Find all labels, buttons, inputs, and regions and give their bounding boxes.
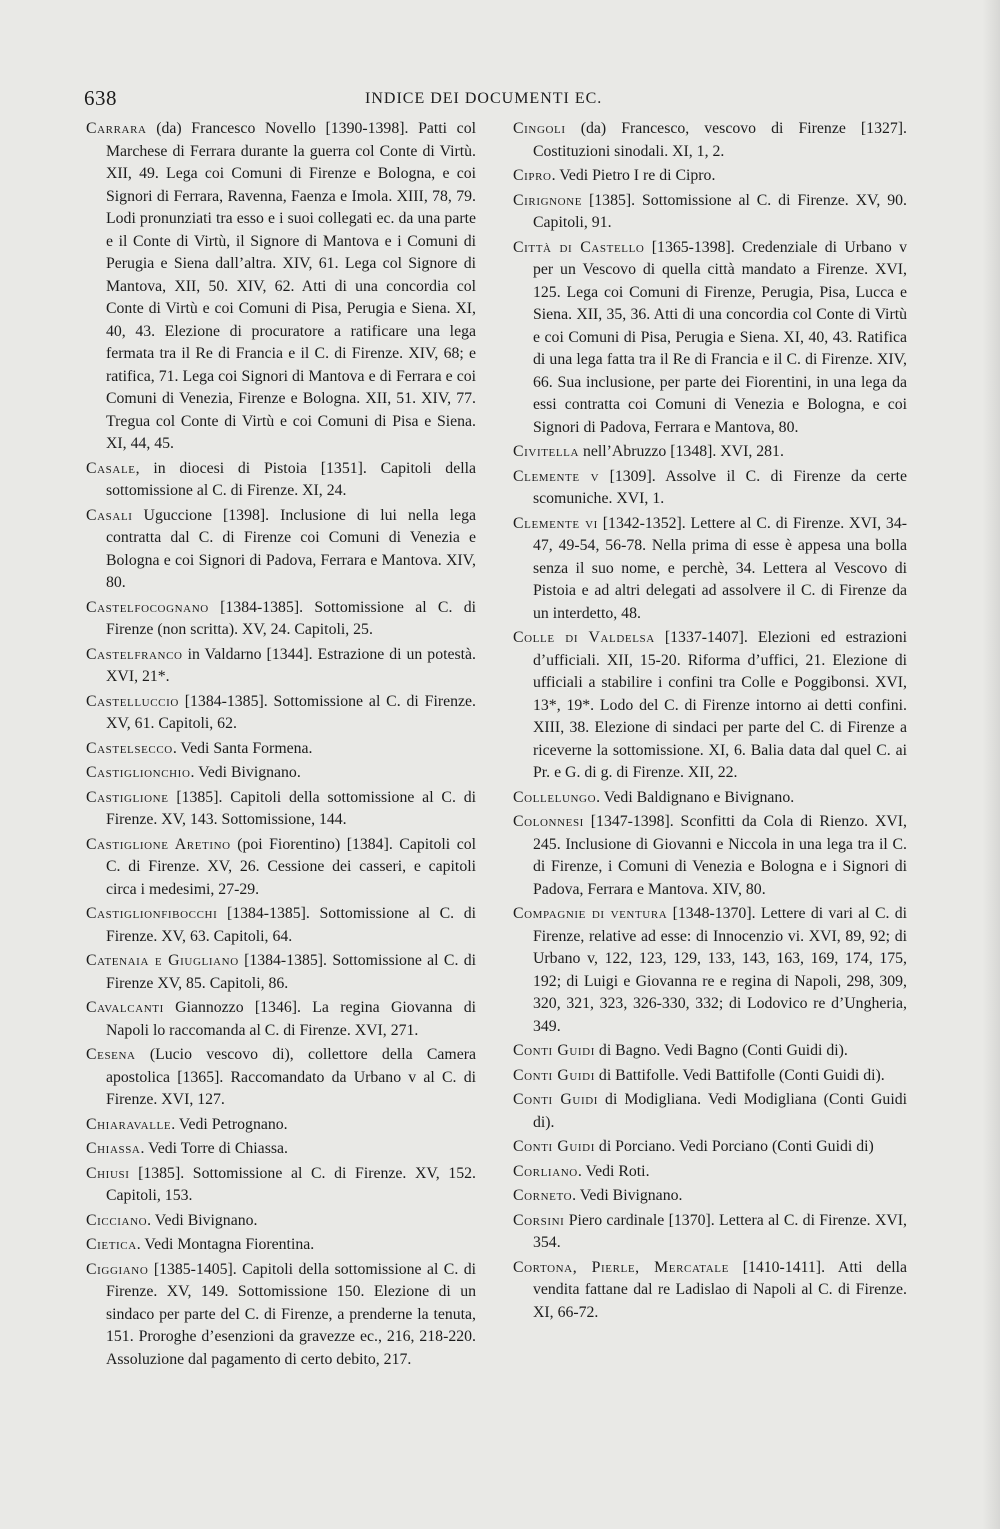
entry-body: nell’Abruzzo [1348]. XVI, 281. — [579, 443, 784, 460]
entry-heading: Ciggiano — [86, 1260, 149, 1278]
entry-body: [1365-1398]. Credenziale di Urbano v per un Vescovo di quella città mandato a Firenze. XVI, 125. Lega coi Comuni di Firenze, Perugia, Pisa, Lucca e Siena. XII, 35, 36. Atti di una concordia col Conte di Virtù e coi Comuni di Pisa, Perugia e Siena. XI, 40, 43. Ratifica di una lega fatta tra il Re di Francia e il C. di Firenze. XIV, 66. Sua inclusione, per parte dei Fiorentini, in una lega da essi contratta coi Comuni di Venezia e Bologna, e coi Signori di Padova, Ferrara e Mantova, 80. — [533, 238, 907, 436]
entry-body: (da) Francesco Novello [1390-1398]. Patti col Marchese di Ferrara durante la guerra col Conte di Virtù. XII, 49. Lega coi Comuni di Firenze e Bologna, e coi Signori di Ferrara, Ravenna, Faenza e Imola. XIII, 78, 79. Lodi pronunziati tra esso e i suoi collegati ec. da una parte e il Conte di Virtù, il Signore di Mantova e i Comuni di Perugia e Siena dall’altra. XIV, 61. Lega col Signore di Mantova, XII, 50. XIV, 62. Atti di una concordia col Conte di Virtù e coi Comuni di Pisa, Perugia e Siena. XI, 40, 43. Elezione di procuratore a ratificare una lega fermata tra il Re di Francia e il C. di Firenze. XIV, 68; e ratifica, 71. Lega coi Signori di Mantova e di Ferrara e coi Comuni di Venezia, Firenze e Bologna. XII, 51. XIV, 77. Tregua col Conte di Virtù e coi Comuni di Pisa e Siena. XI, 44, 45. — [106, 120, 476, 452]
index-entry — [513, 1136, 907, 1159]
index-entry — [86, 787, 476, 832]
index-entry — [513, 903, 907, 1038]
entry-heading: Cicciano — [86, 1211, 148, 1229]
index-entry — [513, 1161, 907, 1184]
page-fold-shadow — [982, 0, 1000, 1529]
page-number: 638 — [84, 86, 117, 110]
entry-body: (Lucio vescovo di), collettore della Camera apostolica [1365]. Raccomandato da Urbano v al C. di Firenze. XVI, 127. — [106, 1046, 476, 1108]
entry-body: [1337-1407]. Elezioni ed estrazioni d’ufficiali. XII, 15-20. Riforma d’uffici, 21. Elezione di ufficiali a stabilire i confini tra Colle e Poggibonsi. XVI, 13*, 19*. Lodo del C. di Firenze intorno ai detti confini. XIII, 38. Elezione di sindaci per parte del C. di Firenze a riceverne la sottomissione. XI, 6. Balia data dal quel C. ai Pr. e G. di g. di Firenze. XII, 22. — [533, 629, 907, 781]
entry-body: in Valdarno [1344]. Estrazione di un potestà. XVI, 21*. — [106, 645, 476, 685]
index-entry — [86, 1210, 476, 1233]
index-entry — [513, 466, 907, 511]
entry-body: di Porciano. Vedi Porciano (Conti Guidi di) — [594, 1138, 874, 1155]
index-entry — [86, 1044, 476, 1112]
entry-body: . Vedi Roti. — [577, 1162, 650, 1180]
entry-heading: Cietica — [86, 1236, 137, 1253]
entry-body: [1384-1385]. Sottomissione al C. di Firenze. XV, 63. Capitoli, 64. — [106, 905, 476, 945]
entry-body: [1384-1385]. Sottomissione al C. di Firenze. XV, 61. Capitoli, 62. — [106, 692, 476, 732]
entry-heading: Conti Guidi — [513, 1042, 595, 1059]
entry-heading: Chiassa — [86, 1140, 141, 1157]
entry-heading: Catenaia e Giugliano — [86, 952, 239, 969]
index-entry — [86, 950, 476, 995]
index-entry — [86, 1114, 476, 1137]
entry-heading: Conti Guidi — [513, 1066, 595, 1084]
entry-body: [1410-1411]. Atti della vendita fattane dal re Ladislao di Napoli al C. di Firenze. XI, 66-72. — [533, 1258, 907, 1321]
entry-body: Uguccione [1398]. Inclusione di lui nella lega contratta dal C. di Firenze coi Comuni di Venezia e Bologna e coi Signori di Padova, Ferrara e Mantova. XIV, 80. — [106, 506, 476, 591]
entry-heading: Cingoli — [513, 120, 566, 137]
index-entry — [513, 1040, 907, 1063]
entry-body: [1385-1405]. Capitoli della sottomissione al C. di Firenze. XV, 149. Sottomissione 150. Elezione di un sindaco per parte del C. di Firenze, a prenderne la tenuta, 151. Proroghe d’esenzioni da gravezze ec., 216, 218-220. Assoluzione dal pagamento di certo debito, 217. — [106, 1260, 476, 1368]
entry-body: Piero cardinale [1370]. Lettera al C. di Firenze. XVI, 354. — [533, 1211, 907, 1251]
entry-body: [1385]. Sottomissione al C. di Firenze. XV, 90. Capitoli, 91. — [533, 191, 907, 231]
index-entry — [86, 644, 476, 689]
index-entry — [86, 997, 476, 1042]
index-entry — [513, 811, 907, 901]
entry-heading: Corsini — [513, 1211, 565, 1229]
entry-heading: Compagnie di ventura — [513, 905, 668, 922]
entry-body: . Vedi Santa Formena. — [172, 739, 313, 757]
index-entry — [513, 190, 907, 235]
index-entry — [86, 834, 476, 902]
entry-heading: Clemente v — [513, 467, 600, 485]
entry-heading: Castelfranco — [86, 645, 183, 663]
index-entry — [86, 1163, 476, 1208]
entry-body: . Vedi Torre di Chiassa. — [140, 1140, 288, 1157]
entry-heading: Castiglionfibocchi — [86, 905, 218, 922]
index-entry — [86, 458, 476, 503]
entry-body: . Vedi Petrognano. — [171, 1115, 288, 1133]
left-column — [86, 118, 476, 1373]
entry-body: . Vedi Montagna Fiorentina. — [136, 1236, 315, 1253]
entry-body: . Vedi Bivignano. — [572, 1187, 683, 1204]
entry-heading: Cavalcanti — [86, 999, 164, 1016]
index-entry — [513, 441, 907, 464]
index-entry — [513, 1089, 907, 1134]
entry-body: Giannozzo [1346]. La regina Giovanna di Napoli lo raccomanda al C. di Firenze. XVI, 271. — [106, 999, 476, 1039]
index-entry — [86, 597, 476, 642]
index-entry — [86, 903, 476, 948]
entry-heading: Chiusi — [86, 1164, 130, 1182]
entry-heading: Corneto — [513, 1187, 573, 1204]
index-entry — [86, 118, 476, 456]
index-entry — [86, 762, 476, 785]
entry-heading: Città di Castello — [513, 238, 645, 256]
index-entry — [86, 1259, 476, 1372]
index-entry — [513, 1065, 907, 1088]
right-column — [513, 118, 907, 1326]
entry-heading: Cirignone — [513, 191, 583, 209]
entry-body: [1348-1370]. Lettere di vari al C. di Firenze, relative ad esse: di Innocenzio vi. XVI, 89, 92; di Urbano v, 122, 123, 129, 133, 143, 163, 169, 174, 175, 192; di Luigi e Giovanna re e regina di Napoli, 298, 309, 320, 321, 323, 326-330, 332; di Lodovico re d’Ungheria, 349. — [533, 905, 908, 1035]
index-entry — [86, 1234, 476, 1257]
entry-heading: Conti Guidi — [513, 1138, 595, 1155]
index-entry — [513, 627, 907, 785]
entry-heading: Cipro — [513, 167, 552, 184]
entry-body: [1347-1398]. Sconfitti da Cola di Rienzo. XVI, 245. Inclusione di Giovanni e Niccola in una lega tra il C. di Firenze, i Comuni di Venezia e Bologna e i Signori di Padova, Ferrara e Mantova. XIV, 80. — [533, 813, 907, 898]
entry-heading: Chiaravalle — [86, 1115, 172, 1133]
entry-heading: Castiglione Aretino — [86, 835, 231, 853]
entry-body: [1385]. Capitoli della sottomissione al C. di Firenze. XV, 143. Sottomissione, 144. — [106, 788, 476, 828]
entry-heading: Colle di Valdelsa — [513, 629, 655, 646]
entry-heading: Castelsecco — [86, 739, 173, 757]
entry-heading: Conti Guidi — [513, 1091, 599, 1108]
entry-heading: Casali — [86, 506, 133, 524]
entry-heading: Cesena — [86, 1046, 136, 1063]
entry-heading: Collelungo — [513, 788, 597, 806]
entry-body: (da) Francesco, vescovo di Firenze [1327]. Costituzioni sinodali. XI, 1, 2. — [533, 120, 907, 160]
entry-body: [1385]. Sottomissione al C. di Firenze. XV, 152. Capitoli, 153. — [106, 1164, 476, 1204]
entry-heading: Corliano — [513, 1162, 578, 1180]
index-entry — [513, 1210, 907, 1255]
entry-heading: Clemente vi — [513, 514, 598, 532]
index-entry — [513, 237, 907, 440]
entry-body: . Vedi Bivignano. — [190, 764, 301, 781]
index-entry — [513, 1185, 907, 1208]
running-head: INDICE DEI DOCUMENTI EC. — [365, 90, 603, 107]
index-entry — [86, 1138, 476, 1161]
index-entry — [513, 513, 907, 626]
index-entry — [513, 787, 907, 810]
entry-body: di Battifolle. Vedi Battifolle (Conti Guidi di). — [594, 1066, 885, 1084]
entry-heading: Cortona, Pierle, Mercatale — [513, 1258, 729, 1276]
index-entry — [86, 691, 476, 736]
entry-heading: Casale — [86, 459, 136, 477]
entry-heading: Castiglionchio — [86, 764, 191, 781]
index-entry — [86, 738, 476, 761]
entry-body: [1384-1385]. Sottomissione al C. di Firenze (non scritta). XV, 24. Capitoli, 25. — [106, 598, 476, 638]
entry-heading: Civitella — [513, 443, 580, 460]
entry-body: . Vedi Pietro I re di Cipro. — [551, 167, 716, 184]
entry-body: di Bagno. Vedi Bagno (Conti Guidi di). — [594, 1042, 848, 1059]
entry-body: [1384-1385]. Sottomissione al C. di Firenze XV, 85. Capitoli, 86. — [106, 952, 477, 992]
entry-heading: Colonnesi — [513, 813, 584, 830]
entry-body: . Vedi Bivignano. — [147, 1211, 258, 1229]
entry-heading: Castelfocognano — [86, 598, 209, 616]
entry-heading: Castelluccio — [86, 692, 179, 710]
index-entry — [513, 1257, 907, 1325]
entry-body: . Vedi Baldignano e Bivignano. — [596, 788, 795, 806]
entry-body: (poi Fiorentino) [1384]. Capitoli col C. di Firenze. XV, 26. Cessione dei casseri, e capitoli circa i medesimi, 27-29. — [106, 835, 476, 898]
entry-body: di Modigliana. Vedi Modigliana (Conti Guidi di). — [533, 1091, 907, 1131]
index-entry — [513, 118, 907, 163]
entry-body: [1309]. Assolve il C. di Firenze da certe scomuniche. XVI, 1. — [533, 467, 907, 507]
entry-heading: Carrara — [86, 120, 147, 137]
entry-heading: Castiglione — [86, 788, 169, 806]
index-entry — [86, 505, 476, 595]
entry-body: [1342-1352]. Lettere al C. di Firenze. XVI, 34-47, 49-54, 56-78. Nella prima di esse è appesa una bolla senza il suo nome, e perchè, 34. Lettera al Vescovo di Pistoia e ad altri delegati ad assolvere il C. di Firenze da un interdetto, 48. — [533, 514, 907, 622]
index-entry — [513, 165, 907, 188]
entry-body: , in diocesi di Pistoia [1351]. Capitoli della sottomissione al C. di Firenze. XI, 24. — [106, 459, 476, 499]
